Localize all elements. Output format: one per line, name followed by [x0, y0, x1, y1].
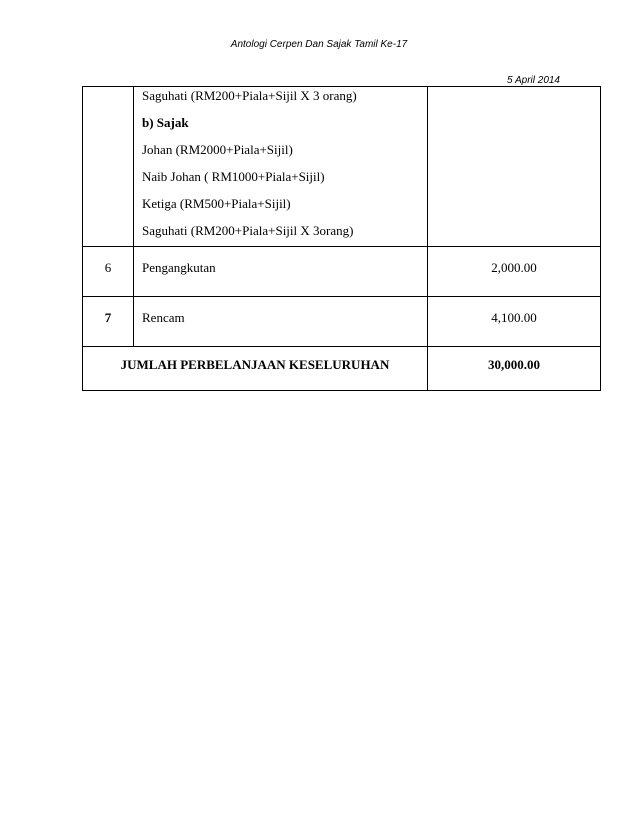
prize-line: Saguhati (RM200+Piala+Sijil X 3 orang) [142, 88, 357, 103]
total-amount: 30,000.00 [428, 347, 601, 391]
header-date: 5 April 2014 [507, 75, 560, 86]
prize-line: Naib Johan ( RM1000+Piala+Sijil) [142, 169, 325, 184]
item-cell: Pengangkutan [134, 247, 428, 297]
number-cell [83, 87, 134, 247]
prize-line: Saguhati (RM200+Piala+Sijil X 3orang) [142, 223, 354, 238]
item-cell [134, 87, 428, 247]
running-header-title: Antologi Cerpen Dan Sajak Tamil Ke-17 [230, 39, 408, 50]
amount-cell: 2,000.00 [428, 247, 601, 297]
total-label: JUMLAH PERBELANJAAN KESELURUHAN [83, 347, 428, 391]
number-cell: 6 [83, 247, 134, 297]
prize-line: Ketiga (RM500+Piala+Sijil) [142, 196, 291, 211]
number-cell: 7 [83, 297, 134, 347]
table-row-continuation [83, 87, 601, 247]
amount-cell: 4,100.00 [428, 297, 601, 347]
item-cell: Rencam [134, 297, 428, 347]
table-row [83, 297, 601, 347]
total-row [83, 347, 601, 391]
budget-table [82, 86, 601, 391]
amount-cell [428, 87, 601, 247]
section-heading-sajak: b) Sajak [142, 115, 189, 130]
table-row [83, 247, 601, 297]
prize-line: Johan (RM2000+Piala+Sijil) [142, 142, 293, 157]
